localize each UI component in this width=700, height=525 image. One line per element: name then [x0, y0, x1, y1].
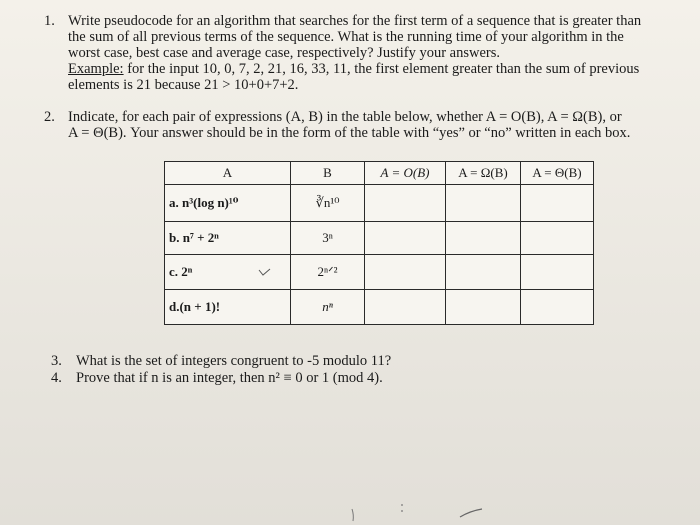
question-3-number: 3. — [51, 353, 62, 369]
answer-cell[interactable] — [365, 185, 446, 222]
table-row — [165, 222, 594, 255]
row-b-expression: b. n⁷ + 2ⁿ — [165, 222, 291, 255]
question-3-body — [76, 353, 391, 369]
table-row — [165, 255, 594, 290]
row-a-expression: a. n³(log n)¹⁰ — [165, 185, 291, 222]
answer-cell[interactable] — [521, 290, 594, 325]
question-4-body — [76, 370, 383, 386]
question-3-text: What is the set of integers congruent to -5 modulo 11? — [76, 353, 392, 369]
pencil-tick-mark — [258, 268, 272, 278]
question-1-example-line-2: elements is 21 because 21 > 10+0+7+2. — [68, 77, 299, 93]
question-2 — [44, 109, 55, 125]
answer-cell[interactable] — [521, 185, 594, 222]
answer-cell[interactable] — [365, 255, 446, 290]
question-2-line-2: A = Θ(B). Your answer should be in the form of the table with “yes” or “no” written in each box. — [68, 125, 631, 141]
question-1-example — [68, 61, 641, 77]
question-1-number: 1. — [44, 13, 55, 29]
question-1-body — [68, 13, 641, 93]
row-b-b-expression: 3ⁿ — [291, 222, 365, 255]
question-3 — [51, 353, 62, 369]
answer-cell[interactable] — [521, 255, 594, 290]
table-header-row — [165, 162, 594, 185]
header-big-omega: A = Ω(B) — [446, 162, 521, 185]
answer-cell[interactable] — [521, 222, 594, 255]
question-1-line-3: worst case, best case and average case, respectively? Justify your answers. — [68, 45, 501, 61]
question-2-line-1: Indicate, for each pair of expressions (A, B) in the table below, whether A = O(B), A = Ω(B), or — [68, 109, 622, 125]
question-4-number: 4. — [51, 370, 62, 386]
answer-cell[interactable] — [446, 185, 521, 222]
row-d-expression: d.(n + 1)! — [165, 290, 291, 325]
pencil-scribble — [340, 495, 540, 523]
answer-cell[interactable] — [365, 290, 446, 325]
question-2-number: 2. — [44, 109, 55, 125]
answer-cell[interactable] — [446, 290, 521, 325]
answer-cell[interactable] — [446, 255, 521, 290]
header-b: B — [291, 162, 365, 185]
answer-cell[interactable] — [365, 222, 446, 255]
question-4 — [51, 370, 62, 386]
row-c-b-expression: 2ⁿᐟ² — [291, 255, 365, 290]
example-label: Example: — [68, 61, 124, 77]
header-a: A — [165, 162, 291, 185]
question-4-text: Prove that if n is an integer, then n² ≡ 0 or 1 (mod 4). — [76, 370, 383, 386]
row-c-expression: c. 2ⁿ — [165, 255, 291, 290]
table-row — [165, 185, 594, 222]
question-1-line-1: Write pseudocode for an algorithm that searches for the first term of a sequence that is greater than — [68, 13, 642, 29]
asymptotic-table — [164, 161, 594, 325]
question-1-line-2: the sum of all previous terms of the sequence. What is the running time of your algorithm in the — [68, 29, 624, 45]
row-d-b-expression: nⁿ — [291, 290, 365, 325]
example-text: for the input 10, 0, 7, 2, 21, 16, 33, 11, the first element greater than the sum of previous — [123, 61, 640, 77]
answer-cell[interactable] — [446, 222, 521, 255]
question-2-body — [68, 109, 630, 141]
header-big-theta: A = Θ(B) — [521, 162, 594, 185]
header-big-o: A = O(B) — [365, 162, 446, 185]
row-a-b-expression: ∛n¹⁰ — [291, 185, 365, 222]
table-row — [165, 290, 594, 325]
